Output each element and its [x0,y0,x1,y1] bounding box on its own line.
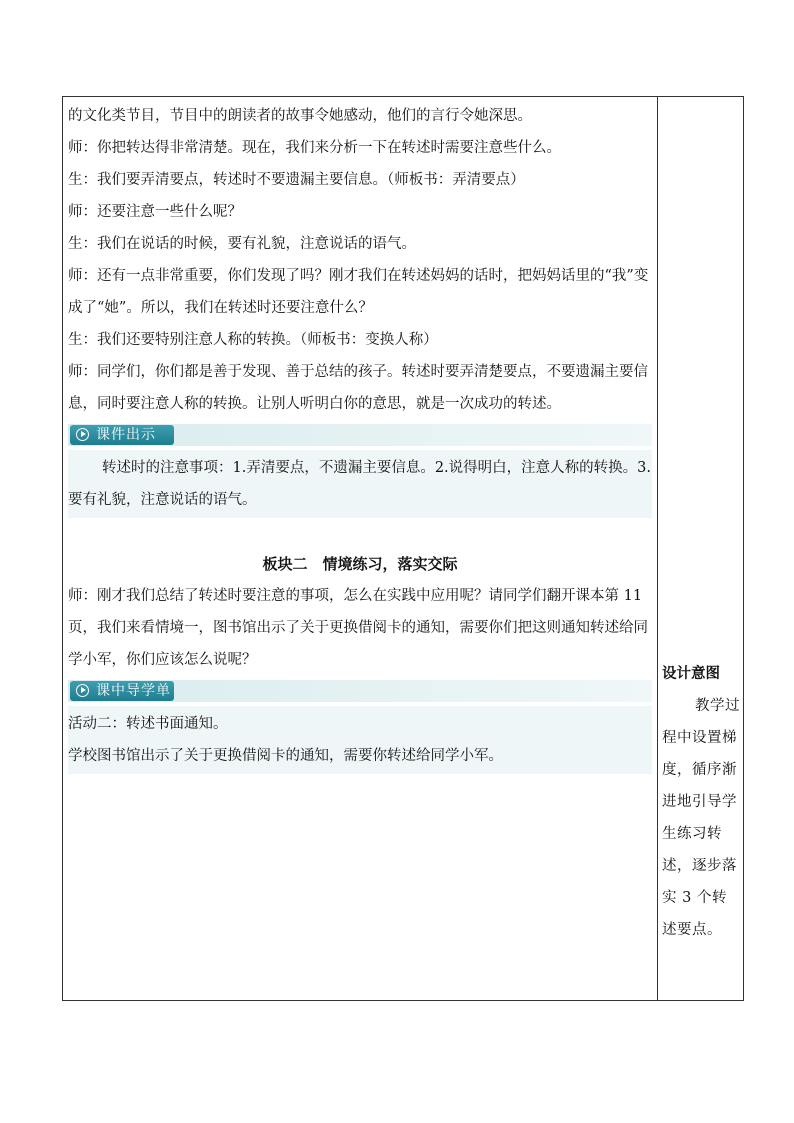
activity-text: 学校图书馆出示了关于更换借阅卡的通知，需要你转述给同学小军。 [68,748,503,764]
banner-label: 课中导学单 [96,683,171,699]
text-line: 生：我们在说话的时候，要有礼貌，注意说话的语气。 [68,236,416,252]
banner-label: 课件出示 [96,427,156,443]
side-text: 教学过程中设置梯度，循序渐进地引导学生练习转述，逐步落实 3 个转述要点。 [662,698,740,938]
activity-title: 活动二：转述书面通知。 [68,716,228,732]
note-text: 转述时的注意事项：1.弄清要点，不遗漏主要信息。2.说得明白，注意人称的转换。3.要有礼貌，注意说话的语气。 [68,460,652,508]
note-box [68,450,652,518]
courseware-banner [68,424,652,446]
side-title: 设计意图 [662,665,720,682]
text-line: 师：还有一点非常重要，你们发现了吗？刚才我们在转述妈妈的话时，把妈妈话里的“我”变成了“她”。所以，我们在转述时还要注意什么？ [68,268,649,316]
column-divider [657,96,658,1001]
play-icon [76,428,89,441]
text-line: 师：同学们，你们都是善于发现、善于总结的孩子。转述时要弄清楚要点，不要遗漏主要信息，同时要注意人称的转换。让别人听明白你的意思，就是一次成功的转述。 [68,364,648,412]
side-column [662,658,740,946]
text-line: 生：我们还要特别注意人称的转换。（师板书：变换人称） [68,332,438,348]
main-column [68,100,652,774]
text-line: 生：我们要弄清要点，转述时不要遗漏主要信息。（师板书：弄清要点） [68,172,525,188]
activity-box [68,706,652,774]
banner-tag [70,425,174,445]
paragraph: 师：刚才我们总结了转述时要注意的事项，怎么在实践中应用呢？请同学们翻开课本第 11 页，我们来看情境一，图书馆出示了关于更换借阅卡的通知，需要你们把这则通知转述给同学小军，你们应该怎么说呢？ [68,588,648,668]
guide-banner [68,680,652,702]
play-icon [76,684,89,697]
section-title: 板块二 情境练习，落实交际 [262,555,458,573]
text-line: 师：还要注意一些什么呢？ [68,204,242,220]
text-line: 师：你把转达得非常清楚。现在，我们来分析一下在转述时需要注意些什么。 [68,140,561,156]
text-line: 的文化类节目，节目中的朗读者的故事令她感动，他们的言行令她深思。 [68,108,532,124]
banner-tag [70,681,174,701]
